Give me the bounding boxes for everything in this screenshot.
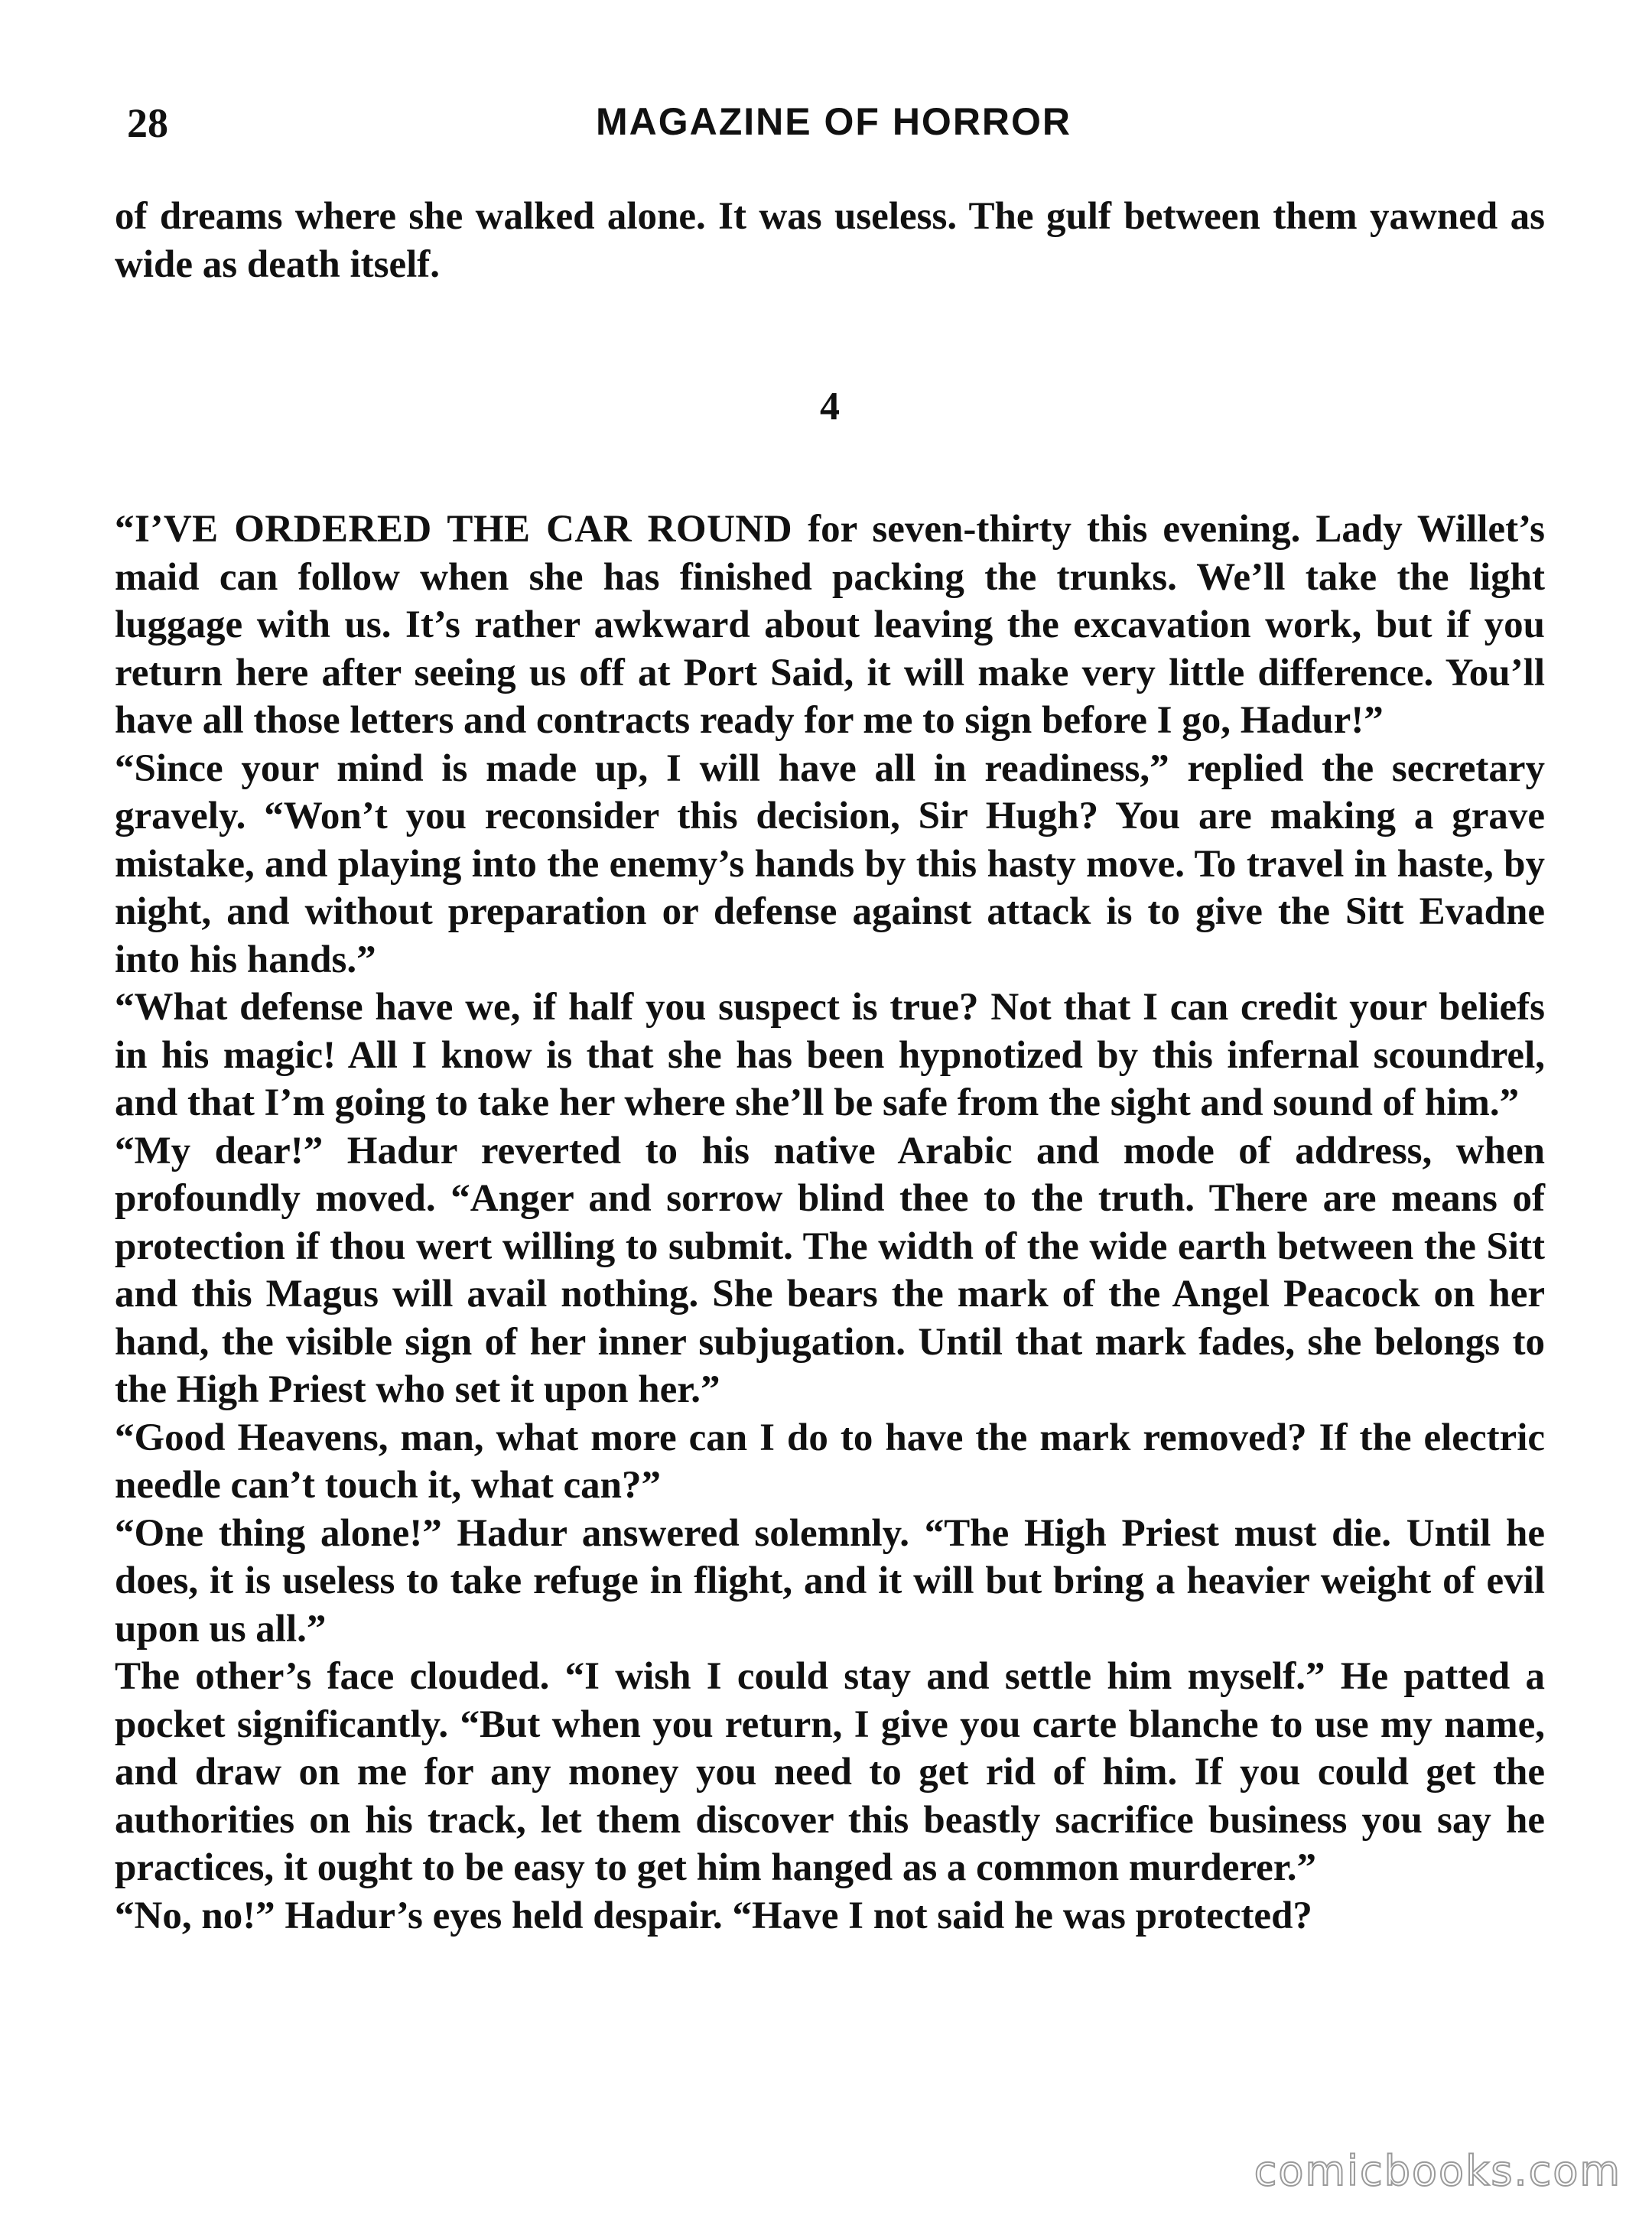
paragraph (115, 1510, 1545, 1654)
opening-paragraph: of dreams where she walked alone. It was useless. The gulf between them yawned as wide as death itself. (115, 195, 1545, 286)
paragraph (115, 1892, 1545, 1940)
paragraph (115, 1653, 1545, 1892)
paragraph-text: “My dear!” Hadur reverted to his native Arabic and mode of address, when profoundly moved. “Anger and sorrow blind thee to the truth. There are means of protection if thou wert willing to submit. The width of the wide earth between the Sitt and this Magus will avail nothing. She bears the mark of the Angel Peacock on her hand, the visible sign of her inner subjugation. Until that mark fades, she belongs to the High Priest who set it upon her.” (115, 1129, 1545, 1411)
paragraph (115, 984, 1545, 1127)
paragraph-text: “No, no!” Hadur’s eyes held despair. “Have I not said he was protected? (115, 1894, 1312, 1937)
watermark: comicbooks.com (1254, 2147, 1621, 2195)
paragraph-text: “Since your mind is made up, I will have all in readiness,” replied the secretary gravely. “Won’t you reconsider this decision, Sir Hugh? You are making a grave mistake, and playing into the enemy’s hands by this hasty move. To travel in haste, by night, and without preparation or defense against attack is to give the Sitt Evadne into his hands.” (115, 746, 1545, 981)
paragraph (115, 1127, 1545, 1414)
paragraph (115, 745, 1545, 984)
paragraph-lead-caps: “I’VE ORDERED THE CAR ROUND (115, 508, 793, 551)
section-number: 4 (820, 385, 840, 428)
paragraph-text: “One thing alone!” Hadur answered solemnly. “The High Priest must die. Until he does, it is useless to take refuge in flight, and it will but bring a heavier weight of evil upon us all.” (115, 1511, 1545, 1650)
paragraph (115, 506, 1545, 745)
running-title: MAGAZINE OF HORROR (595, 100, 1072, 143)
paragraph-text: “What defense have we, if half you suspect is true? Not that I can credit your beliefs in his magic! All I know is that she has been hypnotized by this infernal scoundrel, and that I’m going to take her where she’ll be safe from the sight and sound of him.” (115, 986, 1545, 1124)
paragraph (115, 1414, 1545, 1510)
page-number: 28 (127, 100, 168, 146)
paragraph-text: “Good Heavens, man, what more can I do to have the mark removed? If the electric needle can’t touch it, what can?” (115, 1416, 1545, 1507)
page-header (115, 92, 1553, 153)
paragraph-text: for seven-thirty this evening. Lady Willet’s maid can follow when she has finished packing the trunks. We’ll take the light luggage with us. It’s rather awkward about leaving the excavation work, but if you return here after seeing us off at Port Said, it will make very little difference. You’ll have all those letters and contracts ready for me to sign before I go, Hadur!” (115, 508, 1545, 742)
paragraph-text: The other’s face clouded. “I wish I could stay and settle him myself.” He patted a pocket significantly. “But when you return, I give you carte blanche to use my name, and draw on me for any money you need to get rid of him. If you could get the authorities on his track, let them discover this beastly sacrifice business you say he practices, it ought to be easy to get him hanged as a common murderer.” (115, 1655, 1545, 1889)
story-text (115, 193, 1545, 1940)
